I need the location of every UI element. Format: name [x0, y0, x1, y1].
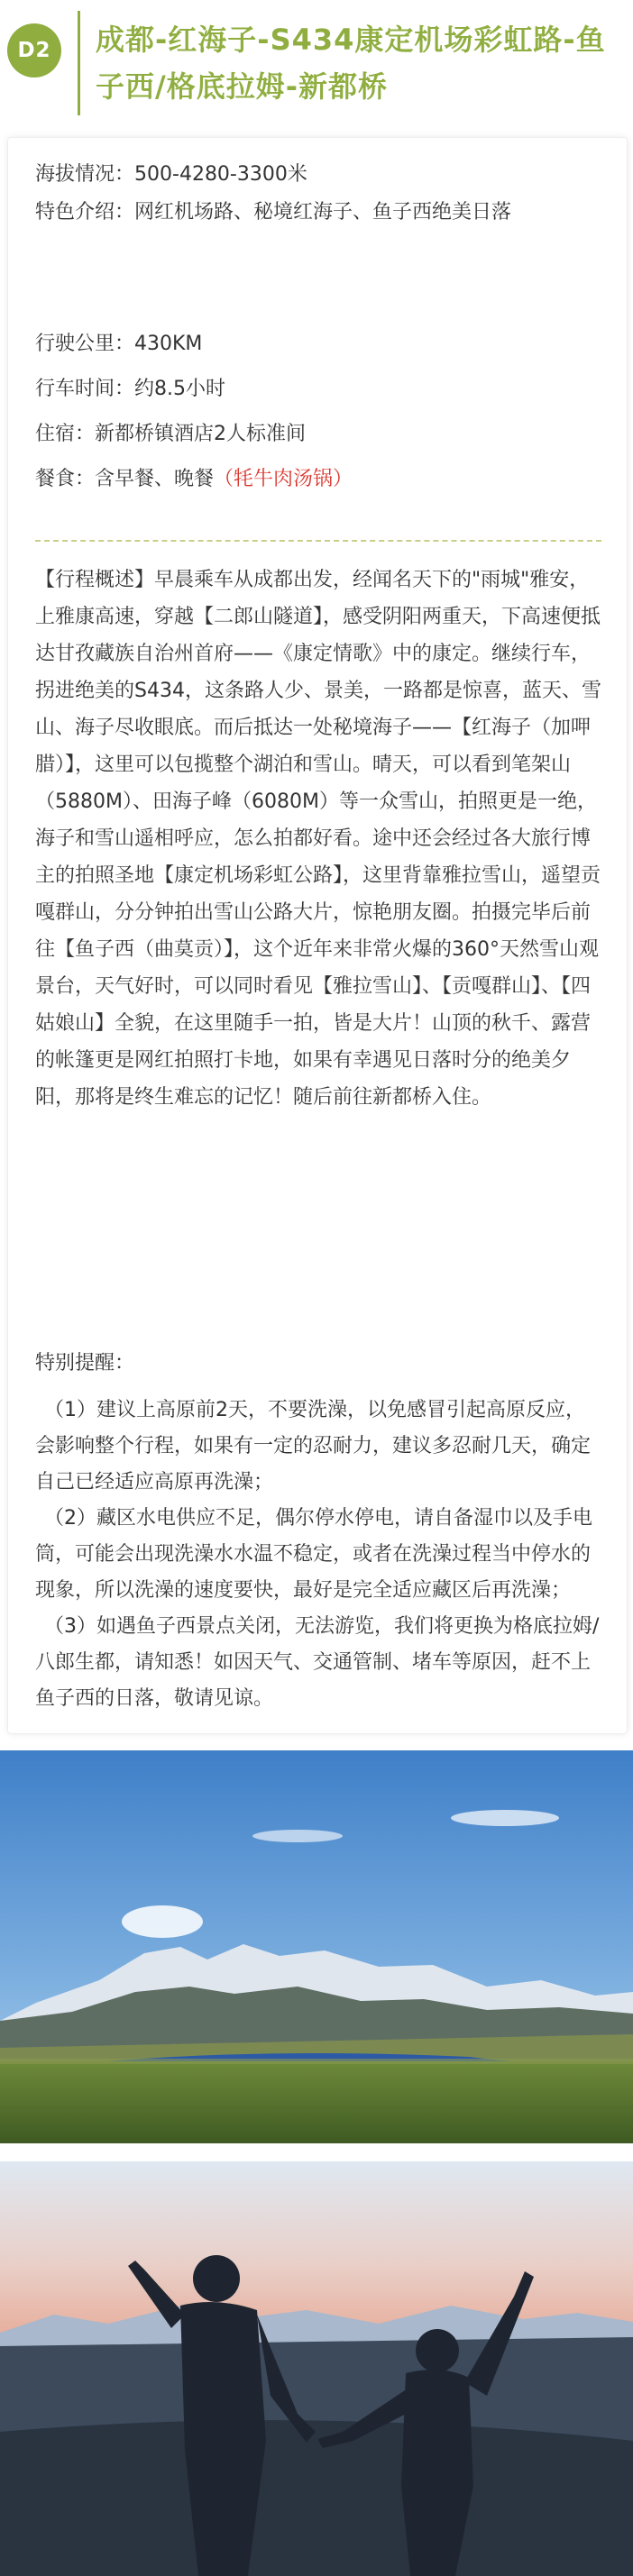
photo-sunset-couple: [0, 2161, 633, 2576]
day-badge: D2: [7, 23, 61, 78]
sunset-illustration: [0, 2161, 633, 2576]
info-altitude: [35, 156, 603, 194]
info-stay: [35, 416, 603, 453]
landscape-illustration: [0, 1750, 633, 2143]
altitude-value: 500-4280-3300米: [134, 163, 307, 186]
altitude-label: 海拔情况：: [35, 163, 135, 186]
distance-value: 430KM: [134, 333, 203, 355]
stay-value: 新都桥镇酒店2人标准间: [95, 423, 307, 445]
meal-highlight: （牦牛肉汤锅）: [214, 468, 353, 490]
note-item: （1）建议上高原前2天，不要洗澡，以免感冒引起高原反应，会影响整个行程，如果有一定的忍耐力，建议多忍耐几天，确定自己已经适应高原再洗澡；: [35, 1399, 592, 1494]
stay-label: 住宿：: [35, 423, 96, 445]
meal-value: 含早餐、晚餐: [95, 468, 215, 490]
drive-time-value: 约8.5小时: [134, 378, 226, 400]
special-notes: [35, 1346, 603, 1717]
note-item: （2）藏区水电供应不足，偶尔停水停电，请自备湿巾以及手电筒，可能会出现洗澡水水温不稳定，或者在洗澡过程当中停水的现象，所以洗澡的速度要快，最好是完全适应藏区后再洗澡；: [35, 1507, 592, 1602]
photo-red-lake-landscape: [0, 1750, 633, 2143]
feature-value: 网红机场路、秘境红海子、鱼子西绝美日落: [134, 201, 512, 224]
info-feature: [35, 194, 603, 232]
notes-title: 特别提醒：: [35, 1352, 135, 1375]
info-meal: [35, 461, 603, 498]
overview-text: 【行程概述】早晨乘车从成都出发，经闻名天下的"雨城"雅安，上雅康高速，穿越【二郎山隧道】，感受阴阳两重天，下高速便抵达甘孜藏族自治州首府——《康定情歌》中的康定。继续行车，拐进绝美的S434，这条路人少、景美，一路都是惊喜，蓝天、雪山、海子尽收眼底。而后抵达一处秘境海子——【红海子（加呷腊）】，这里可以包揽整个湖泊和雪山。晴天，可以看到笔架山（5880M）、田海子峰（6080M）等一众雪山，拍照更是一绝，海子和雪山遥相呼应，怎么拍都好看。途中还会经过各大旅行博主的拍照圣地【康定机场彩虹公路】，这里背靠雅拉雪山，遥望贡嘎群山，分分钟拍出雪山公路大片，惊艳朋友圈。拍摄完毕后前往【鱼子西（曲莫贡）】，这个近年来非常火爆的360°天然雪山观景台，天气好时，可以同时看见【雅拉雪山】、【贡嘎群山】、【四姑娘山】全貌，在这里随手一拍，皆是大片！山顶的秋千、露营的帐篷更是网红拍照打卡地，如果有幸遇见日落时分的绝美夕阳，那将是终生难忘的记忆！随后前往新都桥入住。: [35, 569, 601, 1109]
day-header: [0, 0, 633, 115]
header-divider: [78, 11, 80, 115]
drive-time-label: 行车时间：: [35, 378, 135, 400]
itinerary-card: [7, 137, 628, 1734]
distance-label: 行驶公里：: [35, 333, 135, 355]
day-title: 成都-红海子-S434康定机场彩虹路-鱼子西/格底拉姆-新都桥: [96, 23, 606, 104]
feature-label: 特色介绍：: [35, 201, 135, 224]
dashed-divider: [35, 540, 601, 542]
info-distance: [35, 325, 603, 363]
overview-paragraph: [35, 562, 603, 1116]
note-item: （3）如遇鱼子西景点关闭，无法游览，我们将更换为格底拉姆/八郎生都，请知悉！如因天气、交通管制、堵车等原因，赶不上鱼子西的日落，敬请见谅。: [35, 1615, 600, 1710]
meal-label: 餐食：: [35, 468, 96, 490]
info-drive-time: [35, 370, 603, 408]
